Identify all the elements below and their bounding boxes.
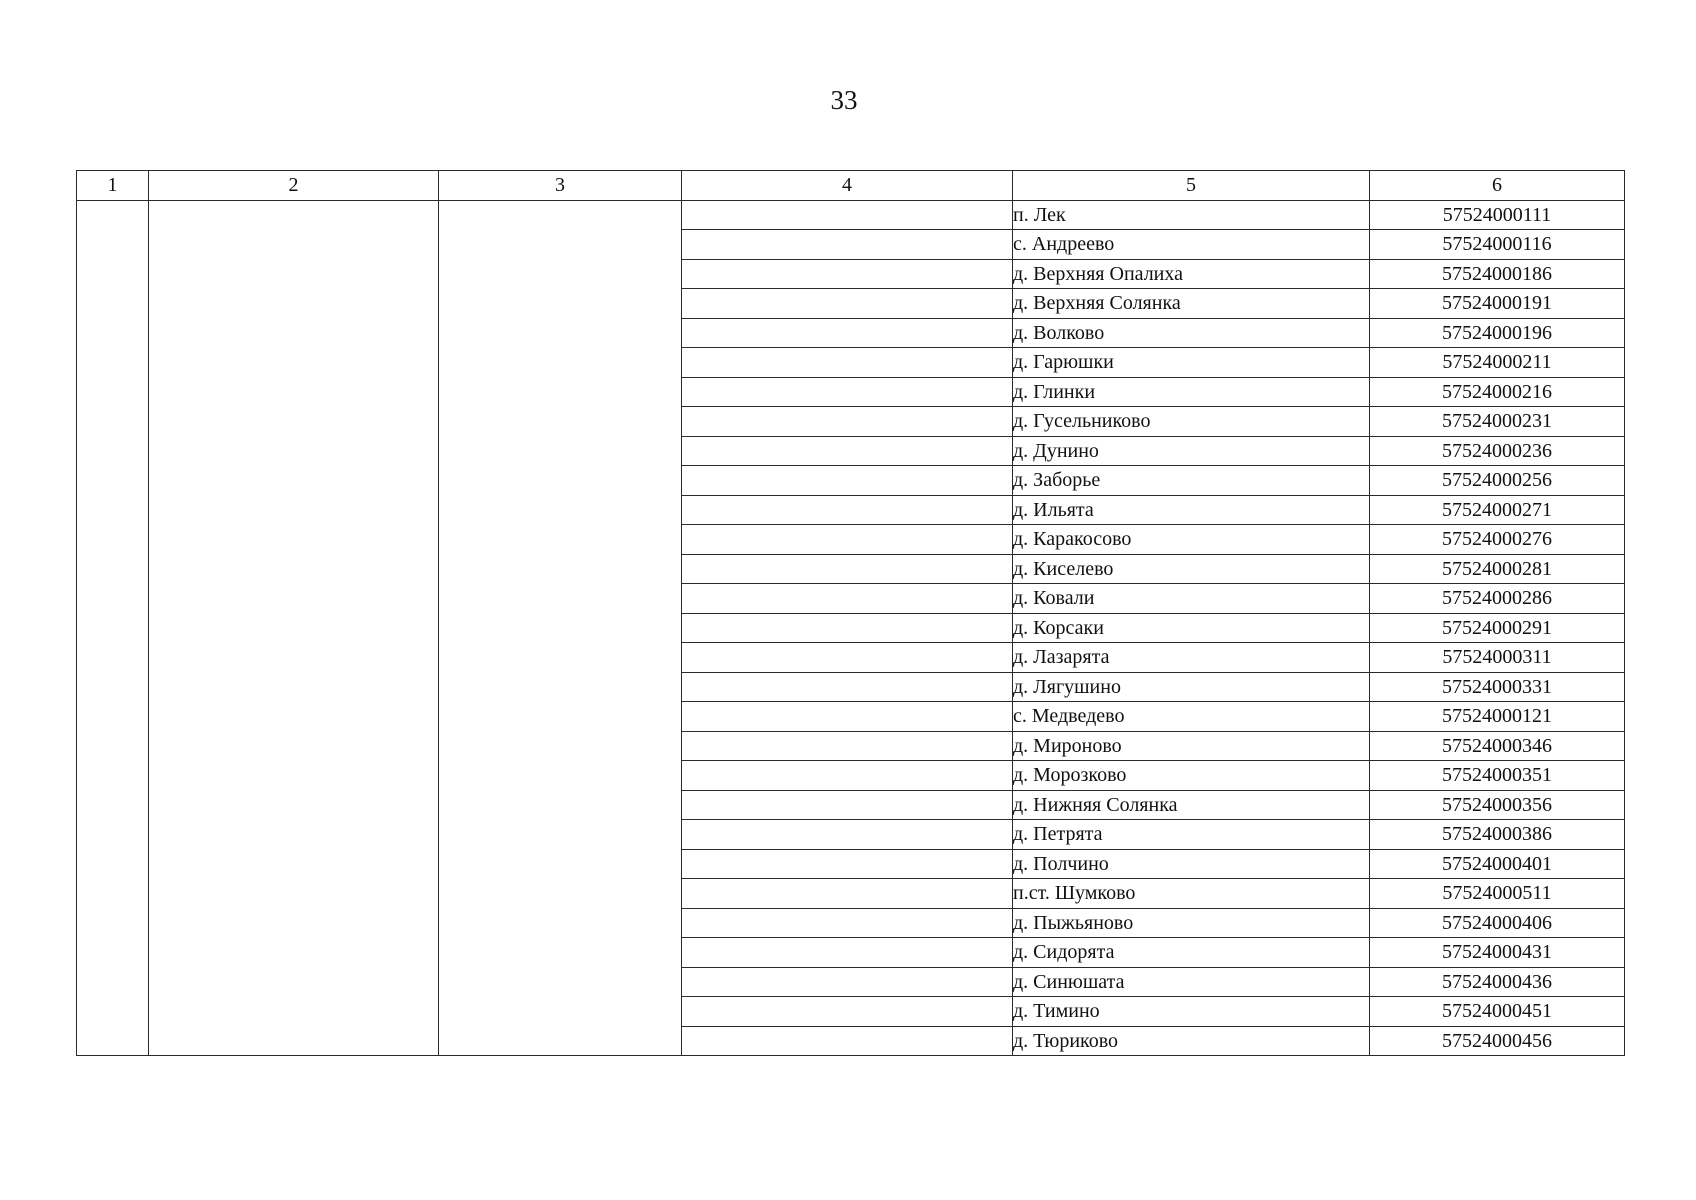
table-header (77, 171, 1625, 201)
settlement-code: 57524000276 (1370, 525, 1625, 555)
col-4-cell (682, 495, 1013, 525)
settlement-code: 57524000511 (1370, 879, 1625, 909)
settlement-code: 57524000351 (1370, 761, 1625, 791)
settlement-name: д. Гарюшки (1013, 348, 1370, 378)
settlements-table (76, 170, 1625, 1056)
settlement-code: 57524000386 (1370, 820, 1625, 850)
merged-col-2 (149, 200, 439, 1056)
settlement-code: 57524000291 (1370, 613, 1625, 643)
settlement-name: с. Андреево (1013, 230, 1370, 260)
settlement-code: 57524000431 (1370, 938, 1625, 968)
settlement-code: 57524000286 (1370, 584, 1625, 614)
settlement-name: д. Верхняя Опалиха (1013, 259, 1370, 289)
col-4-cell (682, 259, 1013, 289)
settlement-name: д. Дунино (1013, 436, 1370, 466)
header-col-2: 2 (149, 171, 439, 201)
settlement-name: д. Морозково (1013, 761, 1370, 791)
merged-col-1 (77, 200, 149, 1056)
header-col-1: 1 (77, 171, 149, 201)
settlement-name: д. Пыжьяново (1013, 908, 1370, 938)
settlement-code: 57524000116 (1370, 230, 1625, 260)
col-4-cell (682, 702, 1013, 732)
col-4-cell (682, 289, 1013, 319)
settlement-name: д. Нижняя Солянка (1013, 790, 1370, 820)
col-4-cell (682, 820, 1013, 850)
header-row (77, 171, 1625, 201)
header-col-5: 5 (1013, 171, 1370, 201)
col-4-cell (682, 849, 1013, 879)
col-4-cell (682, 466, 1013, 496)
settlement-name: д. Заборье (1013, 466, 1370, 496)
settlement-code: 57524000211 (1370, 348, 1625, 378)
col-4-cell (682, 584, 1013, 614)
col-4-cell (682, 554, 1013, 584)
table-body (77, 200, 1625, 1056)
settlement-code: 57524000256 (1370, 466, 1625, 496)
col-4-cell (682, 200, 1013, 230)
settlement-code: 57524000191 (1370, 289, 1625, 319)
col-4-cell (682, 908, 1013, 938)
col-4-cell (682, 997, 1013, 1027)
col-4-cell (682, 318, 1013, 348)
col-4-cell (682, 377, 1013, 407)
col-4-cell (682, 761, 1013, 791)
col-4-cell (682, 967, 1013, 997)
col-4-cell (682, 407, 1013, 437)
settlement-name: д. Гусельниково (1013, 407, 1370, 437)
settlement-name: д. Тимино (1013, 997, 1370, 1027)
settlement-name: д. Ковали (1013, 584, 1370, 614)
settlement-name: д. Мироново (1013, 731, 1370, 761)
col-4-cell (682, 790, 1013, 820)
settlement-code: 57524000271 (1370, 495, 1625, 525)
header-col-4: 4 (682, 171, 1013, 201)
settlement-code: 57524000406 (1370, 908, 1625, 938)
settlement-code: 57524000451 (1370, 997, 1625, 1027)
settlement-code: 57524000111 (1370, 200, 1625, 230)
settlement-name: с. Медведево (1013, 702, 1370, 732)
header-col-3: 3 (439, 171, 682, 201)
col-4-cell (682, 436, 1013, 466)
settlement-code: 57524000346 (1370, 731, 1625, 761)
table-row (77, 200, 1625, 230)
settlement-code: 57524000401 (1370, 849, 1625, 879)
settlement-name: д. Сидорята (1013, 938, 1370, 968)
col-4-cell (682, 672, 1013, 702)
settlement-code: 57524000356 (1370, 790, 1625, 820)
col-4-cell (682, 643, 1013, 673)
merged-col-3 (439, 200, 682, 1056)
col-4-cell (682, 230, 1013, 260)
settlement-name: д. Лягушино (1013, 672, 1370, 702)
settlement-name: д. Тюриково (1013, 1026, 1370, 1056)
col-4-cell (682, 525, 1013, 555)
settlement-code: 57524000236 (1370, 436, 1625, 466)
settlement-name: д. Лазарята (1013, 643, 1370, 673)
settlement-code: 57524000436 (1370, 967, 1625, 997)
settlement-code: 57524000216 (1370, 377, 1625, 407)
settlement-name: д. Корсаки (1013, 613, 1370, 643)
col-4-cell (682, 613, 1013, 643)
col-4-cell (682, 879, 1013, 909)
settlement-code: 57524000231 (1370, 407, 1625, 437)
settlement-name: д. Полчино (1013, 849, 1370, 879)
page-number: 33 (830, 85, 858, 115)
settlement-name: п.ст. Шумково (1013, 879, 1370, 909)
col-4-cell (682, 348, 1013, 378)
settlement-name: д. Петрята (1013, 820, 1370, 850)
col-4-cell (682, 1026, 1013, 1056)
settlement-code: 57524000331 (1370, 672, 1625, 702)
col-4-cell (682, 731, 1013, 761)
settlement-name: д. Синюшата (1013, 967, 1370, 997)
settlement-name: д. Киселево (1013, 554, 1370, 584)
col-4-cell (682, 938, 1013, 968)
settlement-code: 57524000196 (1370, 318, 1625, 348)
settlement-name: д. Верхняя Солянка (1013, 289, 1370, 319)
settlement-code: 57524000121 (1370, 702, 1625, 732)
settlement-code: 57524000456 (1370, 1026, 1625, 1056)
settlement-name: д. Волково (1013, 318, 1370, 348)
header-col-6: 6 (1370, 171, 1625, 201)
settlement-name: д. Ильята (1013, 495, 1370, 525)
settlement-code: 57524000311 (1370, 643, 1625, 673)
settlement-code: 57524000186 (1370, 259, 1625, 289)
settlement-name: д. Глинки (1013, 377, 1370, 407)
settlement-name: п. Лек (1013, 200, 1370, 230)
settlement-code: 57524000281 (1370, 554, 1625, 584)
settlement-name: д. Каракосово (1013, 525, 1370, 555)
